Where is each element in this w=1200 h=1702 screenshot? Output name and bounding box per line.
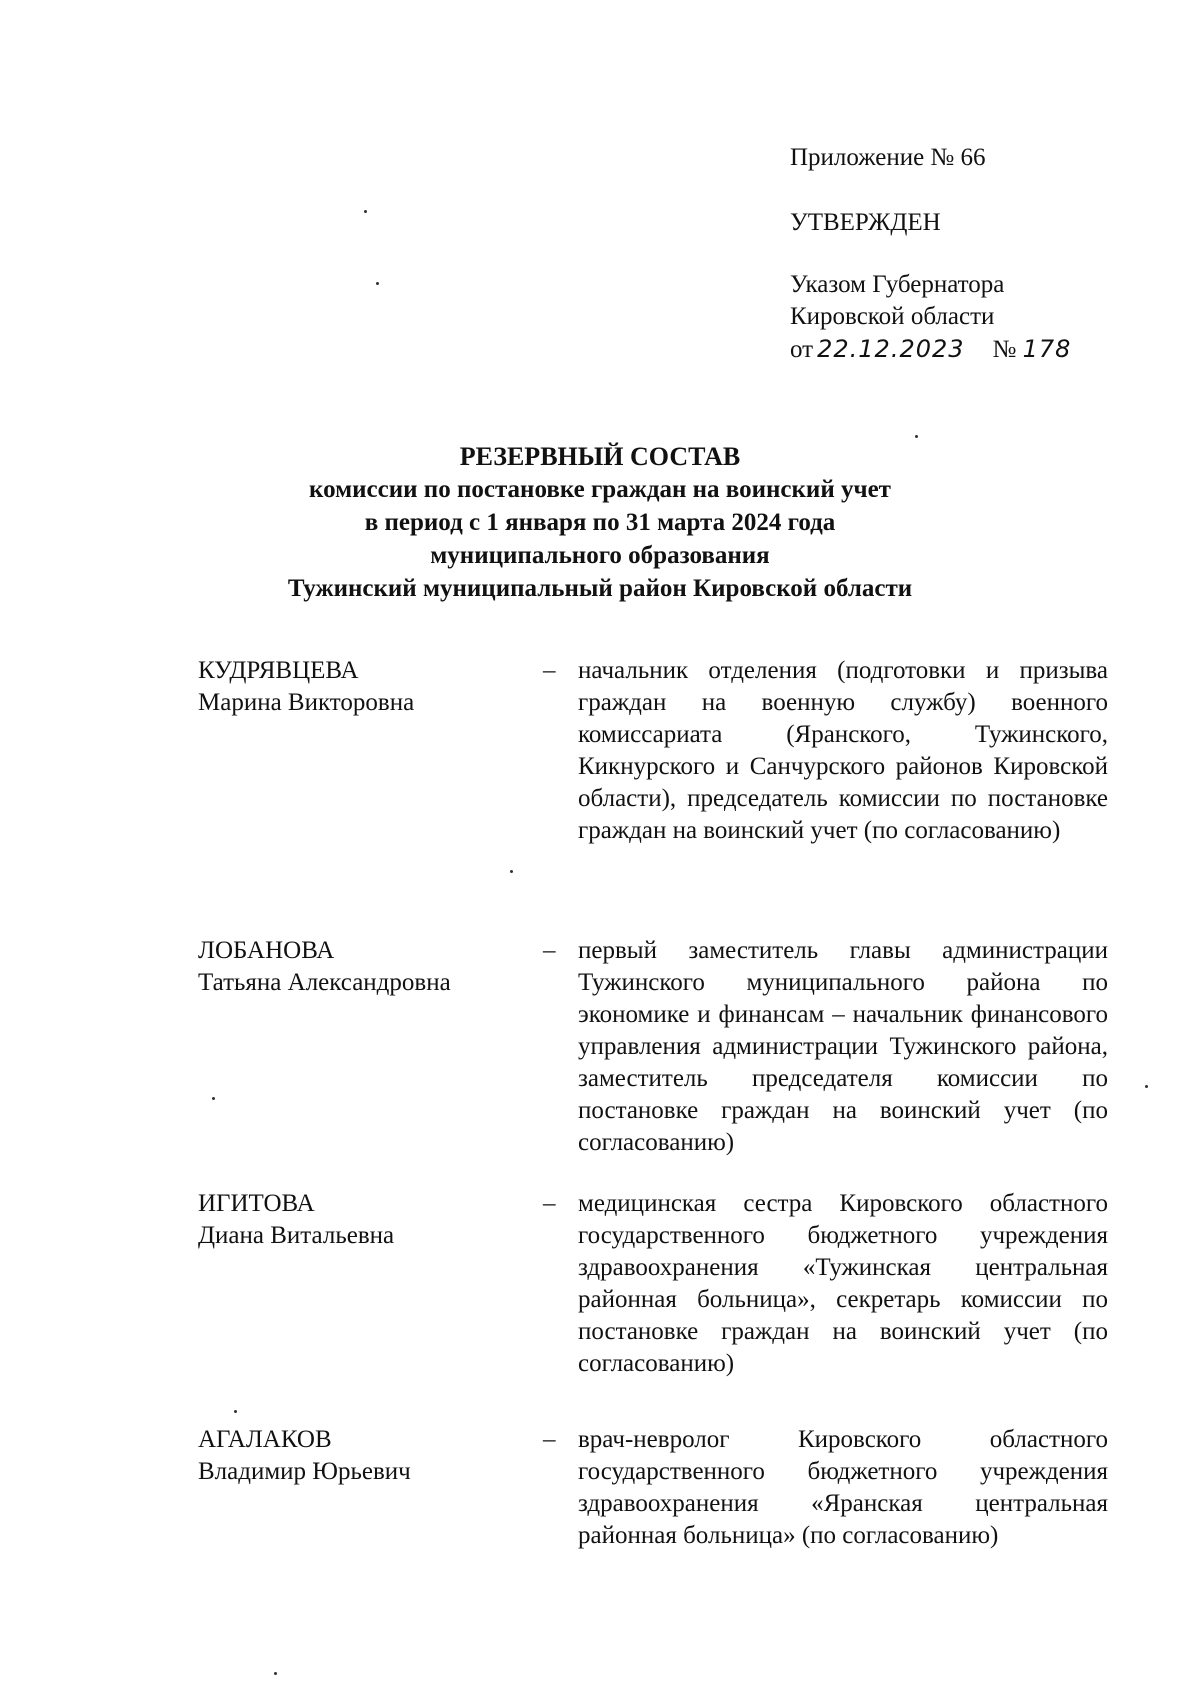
handwritten-number: 178 [1022,335,1072,363]
approval-stamp-block [790,142,1071,366]
member-name [198,655,528,719]
scan-speck [376,282,379,285]
member-given-names: Владимир Юрьевич [198,1458,411,1485]
member-name [198,1188,528,1252]
scan-speck [915,435,918,438]
member-role: начальник отделения (подготовки и призыва граждан на военную службу) военного комиссариата (Яранского, Тужинского, Кикнурского и Санчурского районов Кировской области), председатель комиссии по постановке граждан на воинский учет (по согласованию) [578,657,1108,844]
scan-speck [364,210,367,213]
member-role: первый заместитель главы администрации Тужинского муниципального района по экономике и финансам – начальник финансового управления администрации Тужинского района, заместитель председателя комиссии по постановке граждан на воинский учет (по согласованию) [578,937,1108,1156]
member-role: медицинская сестра Кировского областного государственного бюджетного учреждения здравоохранения «Тужинская центральная районная больница», секретарь комиссии по постановке граждан на воинский учет (по согласованию) [578,1190,1108,1377]
scan-speck [234,1410,237,1413]
member-given-names: Диана Витальевна [198,1222,395,1249]
member-surname: ИГИТОВА [198,1190,315,1217]
handwritten-date: 22.12.2023 [817,335,965,363]
member-surname: АГАЛАКОВ [198,1426,332,1453]
decree-line-1: Указом Губернатора [790,271,1005,298]
dash-separator: – [543,1190,556,1217]
member-given-names: Татьяна Александровна [198,969,451,996]
date-prefix: от [790,336,814,363]
dash-separator: – [543,657,556,684]
document-title [0,440,1200,605]
scan-speck [212,1097,215,1100]
title-line-5: Тужинский муниципальный район Кировской области [287,575,913,602]
title-line-4: муниципального образования [430,542,770,569]
appendix-number: Приложение № 66 [790,144,986,171]
scan-speck [1145,1085,1148,1088]
decree-line-2: Кировской области [790,303,995,330]
scan-speck [510,870,513,873]
member-surname: КУДРЯВЦЕВА [198,657,359,684]
decree-date-number-line [790,333,1071,366]
member-given-names: Марина Викторовна [198,689,415,716]
member-role: врач-невролог Кировского областного государственного бюджетного учреждения здравоохранения «Яранская центральная районная больница» (по согласованию) [578,1426,1108,1549]
title-line-2: комиссии по постановке граждан на воинский учет [309,476,891,503]
dash-separator: – [543,1426,556,1453]
approved-label: УТВЕРЖДЕН [790,209,941,236]
member-name [198,935,528,999]
member-surname: ЛОБАНОВА [198,937,335,964]
member-name [198,1424,528,1488]
title-line-1: РЕЗЕРВНЫЙ СОСТАВ [459,442,741,471]
dash-separator: – [543,937,556,964]
number-sign: № [992,336,1017,363]
title-line-3: в период с 1 января по 31 марта 2024 года [364,509,836,536]
scan-speck [274,1672,277,1675]
